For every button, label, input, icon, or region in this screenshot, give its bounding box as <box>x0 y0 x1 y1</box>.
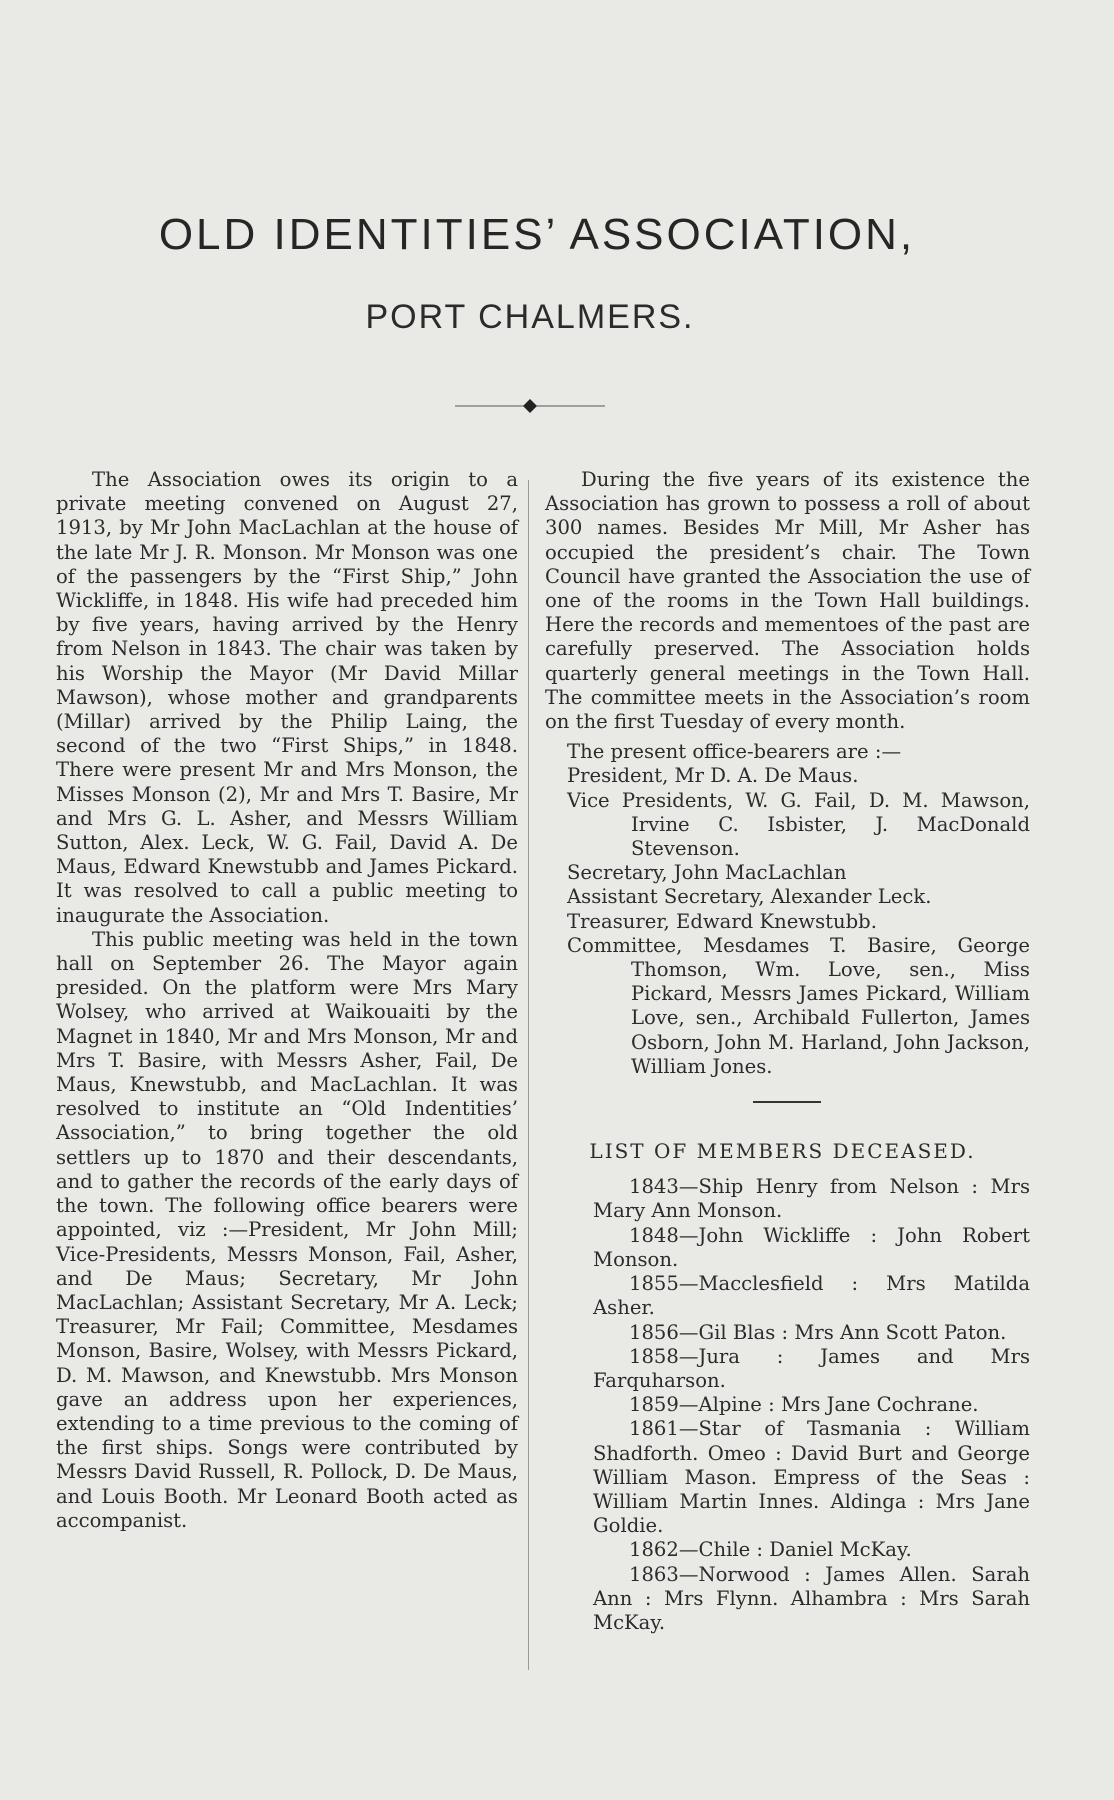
deceased-entry: 1855—Macclesfield : Mrs Matilda Asher. <box>593 1272 1030 1320</box>
section-rule <box>753 1101 821 1103</box>
paragraph-existence: During the five years of its existence the Association has grown to possess a roll of about 300 names. Besides Mr Mill, Mr Asher has occupied the president’s chair. The Town Council have granted the Association the use of one of the rooms in the Town Hall buildings. Here the records and mementoes of the past are carefully preserved. The Association holds quarterly general meetings in the Town Hall. The committee meets in the Association’s room on the first Tuesday of every month. <box>545 468 1030 734</box>
left-column <box>56 468 518 1533</box>
officers-list <box>545 740 1030 1079</box>
right-column <box>545 468 1030 1635</box>
deceased-entry: 1862—Chile : Daniel McKay. <box>629 1538 912 1562</box>
page-title: OLD IDENTITIES’ ASSOCIATION, <box>158 210 916 259</box>
officer-president: President, Mr D. A. De Maus. <box>567 764 859 788</box>
deceased-entry: 1863—Norwood : James Allen. Sarah Ann : Mrs Flynn. Alhambra : Mrs Sarah McKay. <box>593 1562 1030 1634</box>
deceased-entry: 1848—John Wickliffe : John Robert Monson. <box>593 1223 1030 1271</box>
diamond-ornament-icon <box>455 396 605 416</box>
officer-secretary: Secretary, John MacLachlan <box>567 861 847 885</box>
officer-committee: Committee, Mesdames T. Basire, George Thomson, Wm. Love, sen., Miss Pickard, Messrs James Pickard, William Love, sen., Archibald Fullerton, James Osborn, John M. Harland, John Jackson, William Jones. <box>567 933 1030 1078</box>
officer-treasurer: Treasurer, Edward Knewstubb. <box>567 909 877 933</box>
page-subtitle: PORT CHALMERS. <box>365 298 695 336</box>
deceased-entry: 1843—Ship Henry from Nelson : Mrs Mary Ann Monson. <box>593 1175 1030 1223</box>
paragraph-public-meeting: This public meeting was held in the town hall on September 26. The Mayor again presided. On the platform were Mrs Mary Wolsey, who arrived at Waikouaiti by the Magnet in 1840, Mr and Mrs Monson, Mr and Mrs T. Basire, with Messrs Asher, Fail, De Maus, Knewstubb, and MacLachlan. It was resolved to institute an “Old Indentities’ Association,” to bring together the old settlers up to 1870 and their descendants, and to gather the records of the early days of the town. The following office bearers were appointed, viz :—President, Mr John Mill; Vice-Presidents, Messrs Monson, Fail, Asher, and De Maus; Secretary, Mr John MacLachlan; Assistant Secretary, Mr A. Leck; Treasurer, Mr Fail; Committee, Mesdames Monson, Basire, Wolsey, with Messrs Pickard, D. M. Mawson, and Knewstubb. Mrs Monson gave an address upon her experiences, extending to a time previous to the coming of the first ships. Songs were contributed by Messrs David Russell, R. Pollock, D. De Maus, and Louis Booth. Mr Leonard Booth acted as accompanist. <box>56 927 518 1532</box>
officer-assistant-secretary: Assistant Secretary, Alexander Leck. <box>567 885 932 909</box>
column-divider <box>528 480 529 1670</box>
officers-intro: The present office-bearers are :— <box>567 740 902 764</box>
deceased-entry: 1859—Alpine : Mrs Jane Cochrane. <box>629 1393 979 1417</box>
deceased-entry: 1858—Jura : James and Mrs Farquharson. <box>593 1344 1030 1392</box>
deceased-entry: 1856—Gil Blas : Mrs Ann Scott Paton. <box>629 1320 1007 1344</box>
paragraph-origin: The Association owes its origin to a private meeting convened on August 27, 1913, by Mr John MacLachlan at the house of the late Mr J. R. Monson. Mr Monson was one of the passengers by the “First Ship,” John Wickliffe, in 1848. His wife had preceded him by five years, having arrived by the Henry from Nelson in 1843. The chair was taken by his Worship the Mayor (Mr David Millar Mawson), whose mother and grandparents (Millar) arrived by the Philip Laing, the second of the two “First Ships,” in 1848. There were present Mr and Mrs Monson, the Misses Monson (2), Mr and Mrs T. Basire, Mr and Mrs G. L. Asher, and Messrs William Sutton, Alex. Leck, W. G. Fail, David A. De Maus, Edward Knewstubb and James Pickard. It was resolved to call a public meeting to inaugurate the Association. <box>56 468 518 927</box>
officer-vice-presidents: Vice Presidents, W. G. Fail, D. M. Mawson, Irvine C. Isbister, J. MacDonald Stevenson. <box>567 788 1030 861</box>
deceased-list-title: LIST OF MEMBERS DECEASED. <box>589 1139 976 1164</box>
deceased-entry: 1861—Star of Tasmania : William Shadforth. Omeo : David Burt and George William Mason. Empress of the Seas : William Martin Innes. Aldinga : Mrs Jane Goldie. <box>593 1417 1030 1538</box>
